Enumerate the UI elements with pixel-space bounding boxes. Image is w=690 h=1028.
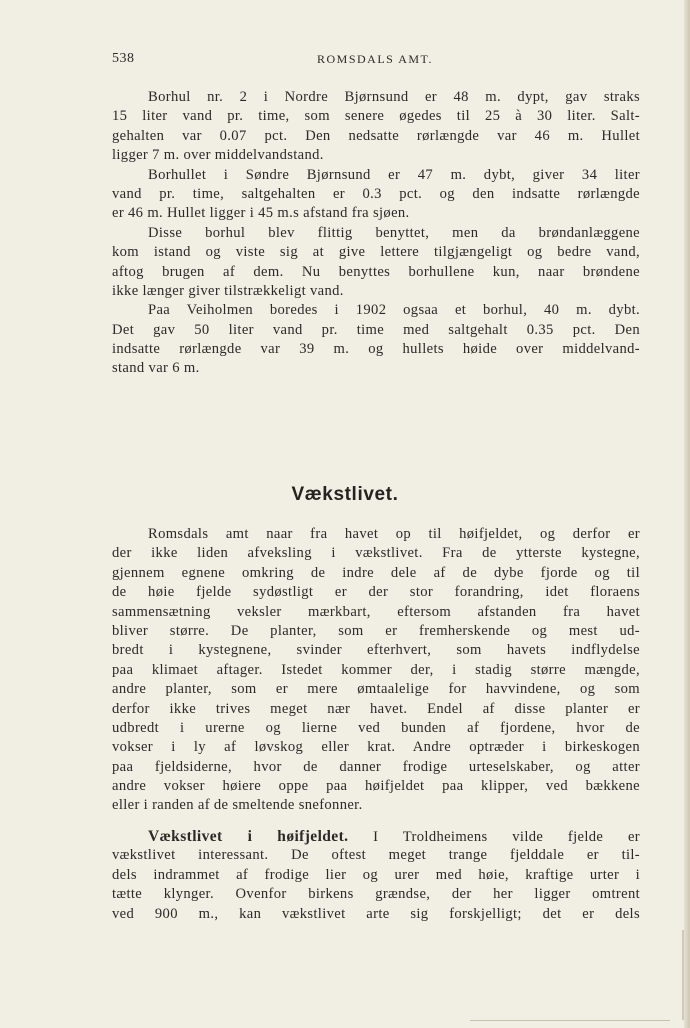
- text-line: tætte klynger. Ovenfor birkens grændse, der her ligger omtrent: [112, 886, 640, 903]
- runin-text: I Troldheimens vilde fjelde er: [373, 829, 640, 845]
- text-line: Romsdals amt naar fra havet op til høifjeldet, og derfor er: [148, 526, 640, 542]
- text-line: stand var 6 m.: [112, 360, 200, 377]
- page-edge-shadow: [682, 930, 684, 1020]
- paragraph-hoifjeldet: [112, 827, 640, 924]
- paragraph-vaekstlivet: [112, 525, 640, 816]
- text-line: eller i randen af de smeltende snefonner.: [112, 797, 363, 814]
- text-line: Det gav 50 liter vand pr. time med saltgehalt 0.35 pct. Den: [112, 321, 640, 338]
- page-edge: [684, 0, 690, 1028]
- section-title: Vækstlivet.: [291, 484, 399, 505]
- text-line: bliver større. De planter, som er fremherskende og mest ud-: [112, 622, 640, 639]
- text-line: aftog brugen af dem. Nu benyttes borhullene kun, naar brøndene: [112, 263, 640, 280]
- paragraphs-borhul: [112, 88, 640, 379]
- text-line: bredt i kystegnene, svinder efterhvert, som havets indflydelse: [112, 642, 640, 659]
- running-head: ROMSDALS AMT.: [317, 52, 433, 66]
- text-line: derfor ikke trives meget nær havet. Endel af disse planter er: [112, 700, 640, 717]
- text-line: udbredt i urerne og lierne ved bunden af fjordene, hvor de: [112, 719, 640, 736]
- text-line: ikke længer giver tilstrækkeligt vand.: [112, 282, 344, 299]
- text-line: vand pr. time, saltgehalten er 0.3 pct. og den indsatte rørlængde: [112, 185, 640, 202]
- text-line: vokser i ly af løvskog eller krat. Andre optræder i birkeskogen: [112, 739, 640, 756]
- text-line: andre vokser høiere oppe paa høifjeldet paa klipper, ved bækkene: [112, 778, 640, 795]
- page-header: [112, 51, 640, 69]
- text-line: er 46 m. Hullet ligger i 45 m.s afstand fra sjøen.: [112, 205, 410, 222]
- text-line: paa klimaet aftager. Istedet kommer der, i stadig større mængde,: [112, 661, 640, 678]
- text-line: ved 900 m., kan vækstlivet arte sig forskjelligt; det er dels: [112, 905, 640, 922]
- bottom-rule: [470, 1020, 670, 1021]
- text-line: de høie fjelde sydøstligt er der stor forandring, idet floraens: [112, 584, 640, 601]
- text-line: sammensætning veksler mærkbart, eftersom afstanden fra havet: [112, 603, 640, 620]
- text-line: Borhullet i Søndre Bjørnsund er 47 m. dybt, giver 34 liter: [148, 166, 640, 183]
- text-line: gehalten var 0.07 pct. Den nedsatte rørlængde var 46 m. Hullet: [112, 127, 640, 144]
- text-line-runin: [112, 827, 640, 846]
- text-line: ligger 7 m. over middelvandstand.: [112, 147, 324, 164]
- text-line: Paa Veiholmen boredes i 1902 ogsaa et borhul, 40 m. dybt.: [148, 302, 640, 319]
- text-line: dels indrammet af frodige lier og urer med høie, kraftige urter i: [112, 866, 640, 883]
- text-line: indsatte rørlængde var 39 m. og hullets høide over middelvand-: [112, 341, 640, 358]
- text-line: Disse borhul blev flittig benyttet, men da brøndanlæggene: [148, 224, 640, 241]
- text-line: Borhul nr. 2 i Nordre Bjørnsund er 48 m. dypt, gav straks: [148, 89, 640, 105]
- text-line: andre planter, som er mere ømtaalelige for havvindene, og som: [112, 681, 640, 698]
- text-line: gjennem egnene omkring de indre dele af de dybe fjorde og til: [112, 564, 640, 581]
- text-line: vækstlivet interessant. De oftest meget trange fjelddale er til-: [112, 847, 640, 864]
- text-line: paa fjeldsiderne, hvor de danner frodige urteselskaber, og atter: [112, 758, 640, 775]
- runin-heading: Vækstlivet i høifjeldet.: [148, 828, 349, 845]
- page-number: 538: [112, 51, 135, 66]
- text-line: 15 liter vand pr. time, som senere øgedes til 25 à 30 liter. Salt-: [112, 108, 640, 125]
- text-line: kom istand og viste sig at give lettere tilgjængeligt og bedre vand,: [112, 244, 640, 261]
- text-line: der ikke liden afveksling i vækstlivet. Fra de ytterste kystegne,: [112, 545, 640, 562]
